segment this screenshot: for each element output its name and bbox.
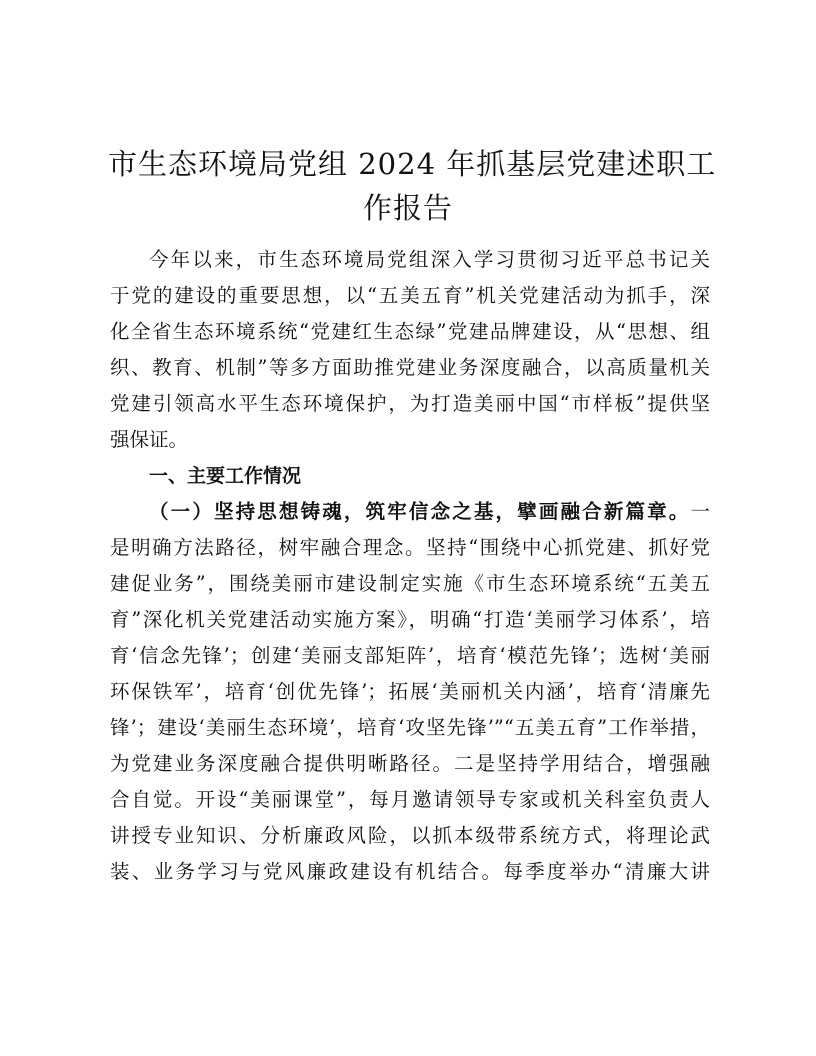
paragraph-line: 强保证。 xyxy=(110,428,189,451)
paragraph-line: 育”深化机关党建活动实施方案》，明确“打造‘美丽学习体系’，培 xyxy=(110,608,710,631)
paragraph-line: 育‘信念先锋’；创建‘美丽支部矩阵’，培育‘模范先锋’；选树‘美丽 xyxy=(110,644,710,667)
sub-heading: （一）坚持思想铸魂，筑牢信念之基，擘画融合新篇章。 xyxy=(149,500,691,523)
paragraph-line: 环保铁军’，培育‘创优先锋’；拓展‘美丽机关内涵’，培育‘清廉先 xyxy=(110,680,710,703)
paragraph-line: 化全省生态环境系统“党建红生态绿”党建品牌建设，从“思想、组 xyxy=(110,320,710,343)
paragraph-line: 建促业务”，围绕美丽市建设制定实施《市生态环境系统“五美五 xyxy=(110,572,710,595)
paragraph-line: 今年以来，市生态环境局党组深入学习贯彻习近平总书记关 xyxy=(149,248,710,271)
paragraph-line: 讲授专业知识、分析廉政风险，以抓本级带系统方式，将理论武 xyxy=(110,824,710,847)
paragraph-line xyxy=(110,494,710,530)
paragraph-line: 是明确方法路径，树牢融合理念。坚持“围绕中心抓党建、抓好党 xyxy=(110,536,710,559)
section-heading: 一、主要工作情况 xyxy=(149,465,302,487)
paragraph-line: 装、业务学习与党风廉政建设有机结合。每季度举办“清廉大讲 xyxy=(110,860,710,883)
document-title xyxy=(108,142,717,230)
paragraph-line: 党建引领高水平生态环境保护，为打造美丽中国“市样板”提供坚 xyxy=(110,392,710,415)
paragraph-line: 锋’；建设‘美丽生态环境’，培育‘攻坚先锋’”“五美五育”工作举措， xyxy=(110,716,710,739)
title-line: 作报告 xyxy=(362,191,453,225)
intro-paragraph xyxy=(110,242,710,458)
paragraph-line: 于党的建设的重要思想，以“五美五育”机关党建活动为抓手，深 xyxy=(110,284,710,307)
paragraph-line: 合自觉。开设“美丽课堂”，每月邀请领导专家或机关科室负责人 xyxy=(110,788,710,811)
document-body xyxy=(110,242,710,890)
title-line: 市生态环境局党组 2024 年抓基层党建述职工 xyxy=(108,147,717,181)
paragraph-line: 织、教育、机制”等多方面助推党建业务深度融合，以高质量机关 xyxy=(110,356,710,379)
paragraph-line-tail: 一 xyxy=(690,500,710,523)
paragraph-line: 为党建业务深度融合提供明晰路径。二是坚持学用结合，增强融 xyxy=(110,752,710,775)
section-paragraph xyxy=(110,494,710,890)
